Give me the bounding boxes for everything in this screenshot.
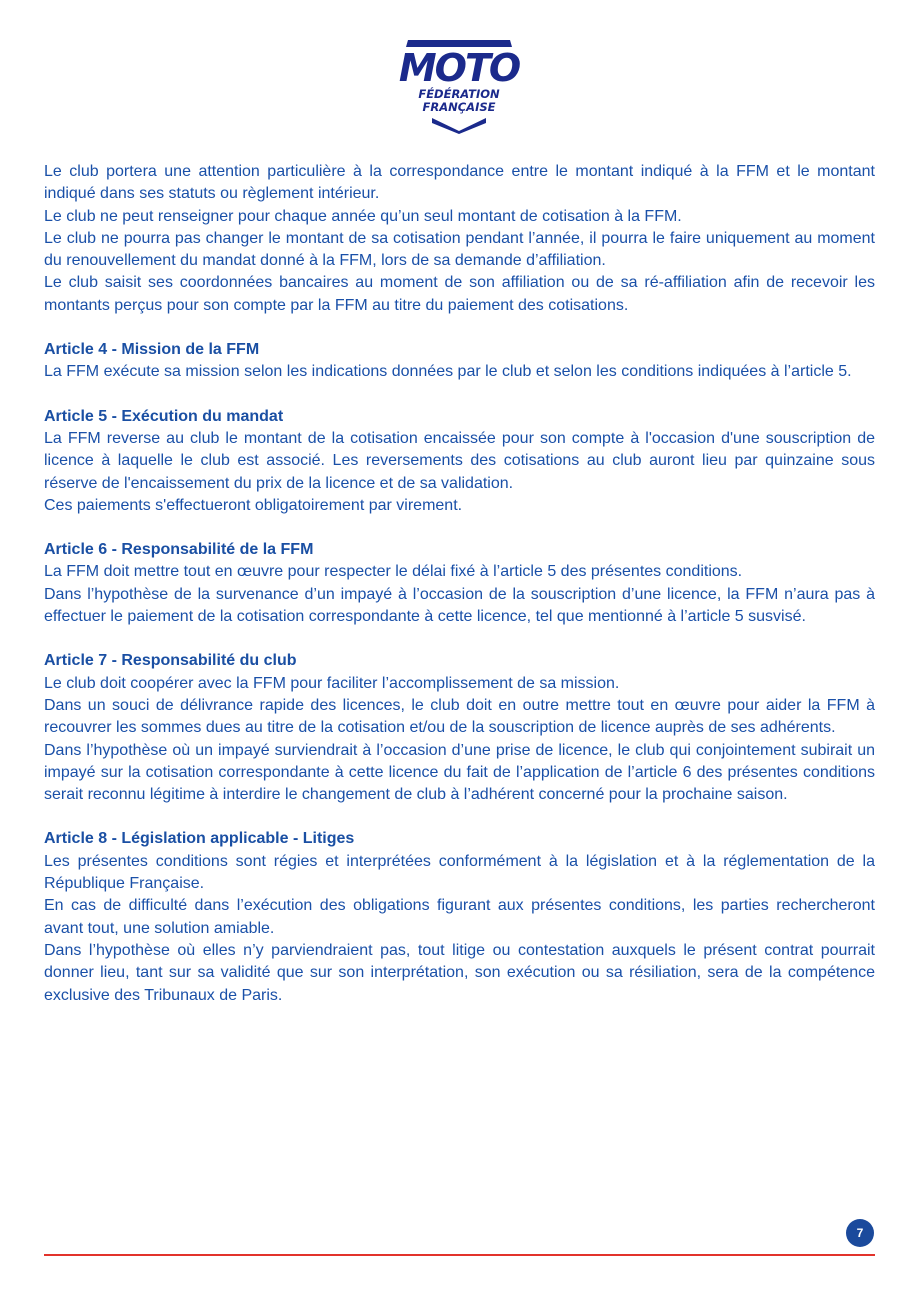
ffm-moto-logo xyxy=(394,38,524,134)
svg-text:FRANÇAISE: FRANÇAISE xyxy=(422,100,496,114)
article-heading: Article 7 - Responsabilité du club xyxy=(44,652,297,670)
article-paragraph: Dans l’hypothèse où elles n’y parviendraient pas, tout litige ou contestation auxquels le présent contrat pourrait donner lieu, tant sur sa validité que sur son interprétation, son exécution ou sa résiliation, sera de la compétence exclusive des Tribunaux de Paris. xyxy=(44,941,875,1004)
article-heading: Article 4 - Mission de la FFM xyxy=(44,341,260,359)
article-section xyxy=(44,828,875,1006)
article-heading: Article 8 - Législation applicable - Litiges xyxy=(44,830,355,848)
article-paragraph: Les présentes conditions sont régies et interprétées conformément à la législation et à la réglementation de la République Française. xyxy=(44,852,875,893)
article-paragraph: Dans l’hypothèse où un impayé surviendrait à l’occasion d’une prise de licence, le club qui conjointement subirait un impayé sur la cotisation correspondante à cette licence du fait de l’application de l’article 6 des présentes conditions serait reconnu légitime à interdire le changement de club à l’adhérent concerné pour la prochaine saison. xyxy=(44,741,875,804)
intro-paragraph: Le club portera une attention particulière à la correspondance entre le montant indiqué à la FFM et le montant indiqué dans ses statuts ou règlement intérieur. xyxy=(44,163,875,203)
page-number-badge: 7 xyxy=(846,1219,874,1247)
svg-text:FÉDÉRATION: FÉDÉRATION xyxy=(418,87,500,101)
article-paragraph: La FFM exécute sa mission selon les indications données par le club et selon les conditions indiquées à l’article 5. xyxy=(44,363,852,381)
article-heading: Article 6 - Responsabilité de la FFM xyxy=(44,541,314,559)
article-paragraph: La FFM doit mettre tout en œuvre pour respecter le délai fixé à l’article 5 des présentes conditions. xyxy=(44,563,743,581)
article-paragraph: La FFM reverse au club le montant de la cotisation encaissée pour son compte à l'occasion d'une souscription de licence à laquelle le club est associé. Les reversements des cotisations au club auront lieu par quinzaine sous réserve de l'encaissement du prix de la licence et de sa validation. xyxy=(44,429,875,492)
article-paragraph: Dans l’hypothèse de la survenance d’un impayé à l’occasion de la souscription d’une licence, la FFM n’aura pas à effectuer le paiement de la cotisation correspondante à cette licence, tel que mentionné à l’article 5 susvisé. xyxy=(44,585,875,626)
intro-paragraph: Le club saisit ses coordonnées bancaires au moment de son affiliation ou de sa ré-affiliation afin de recevoir les montants perçus pour son compte par la FFM au titre du paiement des cotisations. xyxy=(44,274,875,314)
svg-text:MOTO: MOTO xyxy=(398,46,520,90)
document-body xyxy=(44,161,875,1007)
intro-paragraph: Le club ne peut renseigner pour chaque année qu’un seul montant de cotisation à la FFM. xyxy=(44,207,682,225)
article-section xyxy=(44,539,875,628)
footer-rule xyxy=(44,1254,875,1256)
intro-paragraph: Le club ne pourra pas changer le montant de sa cotisation pendant l’année, il pourra le faire uniquement au moment du renouvellement du mandat donné à la FFM, lors de sa demande d’affiliation. xyxy=(44,229,875,270)
article-section xyxy=(44,339,875,384)
article-paragraph: Dans un souci de délivrance rapide des licences, le club doit en outre mettre tout en œuvre pour aider la FFM à recouvrer les sommes dues au titre de la cotisation et/ou de la souscription de licence auprès de ses adhérents. xyxy=(44,696,875,737)
articles-list xyxy=(44,339,875,1007)
article-paragraph: En cas de difficulté dans l’exécution des obligations figurant aux présentes conditions, les parties rechercheront avant tout, une solution amiable. xyxy=(44,897,875,937)
article-heading: Article 5 - Exécution du mandat xyxy=(44,407,284,425)
article-paragraph: Ces paiements s'effectueront obligatoirement par virement. xyxy=(44,496,463,514)
article-section xyxy=(44,406,875,517)
article-paragraph: Le club doit coopérer avec la FFM pour faciliter l’accomplissement de sa mission. xyxy=(44,674,620,692)
article-section xyxy=(44,650,875,806)
intro-section xyxy=(44,161,875,317)
